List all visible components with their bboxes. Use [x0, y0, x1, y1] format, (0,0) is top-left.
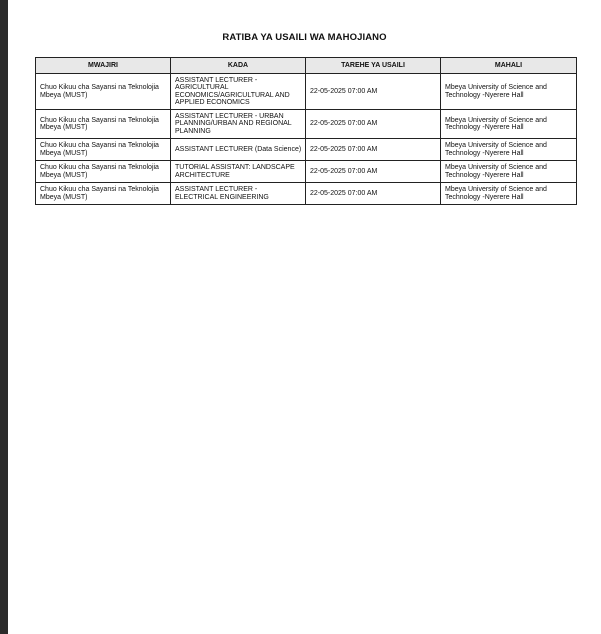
cell-tarehe: 22-05-2025 07:00 AM — [306, 183, 441, 205]
column-header-mwajiri: MWAJIRI — [36, 58, 171, 74]
cell-mahali: Mbeya University of Science and Technology -Nyerere Hall — [441, 74, 577, 110]
cell-mwajiri: Chuo Kikuu cha Sayansi na Teknolojia Mbeya (MUST) — [36, 183, 171, 205]
column-header-kada: KADA — [171, 58, 306, 74]
column-header-mahali: MAHALI — [441, 58, 577, 74]
cell-kada: TUTORIAL ASSISTANT: LANDSCAPE ARCHITECTURE — [171, 161, 306, 183]
interview-schedule-table — [35, 57, 577, 205]
cell-mahali: Mbeya University of Science and Technology -Nyerere Hall — [441, 161, 577, 183]
cell-kada: ASSISTANT LECTURER - URBAN PLANNING/URBAN AND REGIONAL PLANNING — [171, 110, 306, 139]
cell-mahali: Mbeya University of Science and Technology -Nyerere Hall — [441, 110, 577, 139]
cell-mwajiri: Chuo Kikuu cha Sayansi na Teknolojia Mbeya (MUST) — [36, 110, 171, 139]
cell-mwajiri: Chuo Kikuu cha Sayansi na Teknolojia Mbeya (MUST) — [36, 74, 171, 110]
table-header-row — [36, 58, 577, 74]
cell-mwajiri: Chuo Kikuu cha Sayansi na Teknolojia Mbeya (MUST) — [36, 161, 171, 183]
cell-mahali: Mbeya University of Science and Technology -Nyerere Hall — [441, 139, 577, 161]
table-row — [36, 161, 577, 183]
table-row — [36, 183, 577, 205]
cell-tarehe: 22-05-2025 07:00 AM — [306, 74, 441, 110]
cell-tarehe: 22-05-2025 07:00 AM — [306, 161, 441, 183]
cell-mwajiri: Chuo Kikuu cha Sayansi na Teknolojia Mbeya (MUST) — [36, 139, 171, 161]
table-row — [36, 74, 577, 110]
column-header-tarehe: TAREHE YA USAILI — [306, 58, 441, 74]
document-title: RATIBA YA USAILI WA MAHOJIANO — [222, 32, 387, 43]
cell-kada: ASSISTANT LECTURER -AGRICULTURAL ECONOMICS/AGRICULTURAL AND APPLIED ECONOMICS — [171, 74, 306, 110]
document-page — [8, 0, 601, 634]
cell-kada: ASSISTANT LECTURER - ELECTRICAL ENGINEERING — [171, 183, 306, 205]
viewer-edge — [0, 0, 8, 634]
cell-tarehe: 22-05-2025 07:00 AM — [306, 139, 441, 161]
cell-mahali: Mbeya University of Science and Technology -Nyerere Hall — [441, 183, 577, 205]
table-row — [36, 139, 577, 161]
cell-kada: ASSISTANT LECTURER (Data Science) — [171, 139, 306, 161]
cell-tarehe: 22-05-2025 07:00 AM — [306, 110, 441, 139]
table-row — [36, 110, 577, 139]
